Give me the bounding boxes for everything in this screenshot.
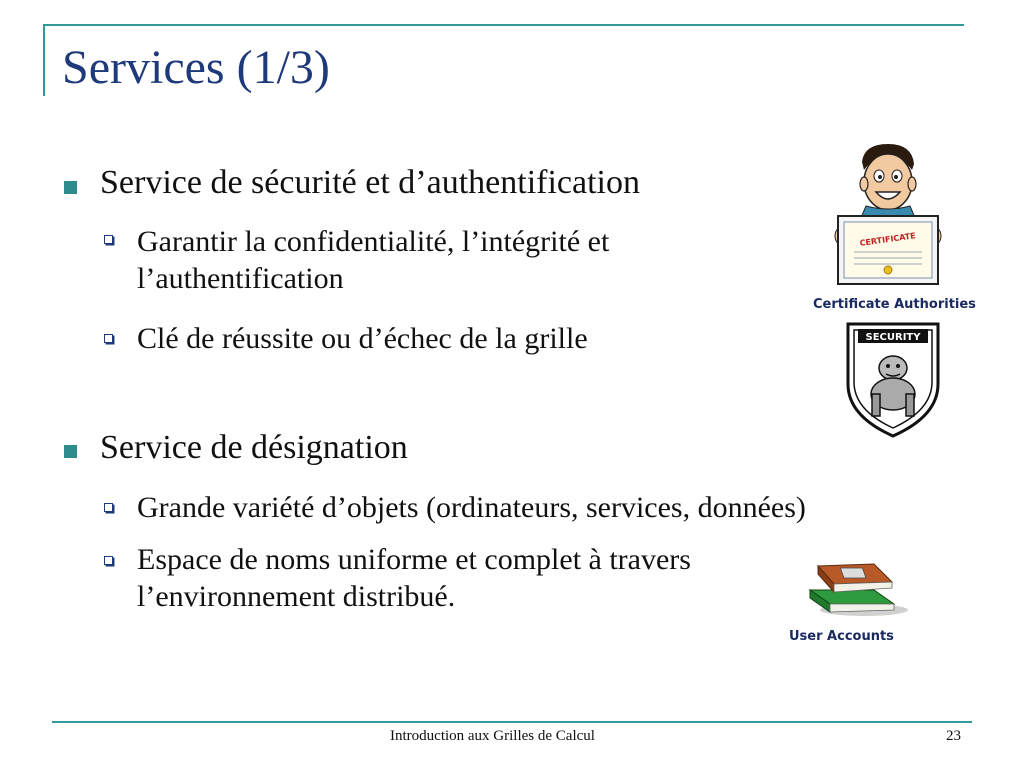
section-heading-security: Service de sécurité et d’authentification [100,164,640,201]
books-icon [804,556,908,620]
slide-title: Services (1/3) [62,41,330,94]
hollow-square-bullet-icon [104,556,113,565]
line: Espace de noms uniforme et complet à travers [137,543,691,576]
certificate-label: CERTIFICATE [859,231,917,248]
bullet-text-confidentiality [137,224,609,297]
line: l’environnement distribué. [137,579,456,613]
badge-label: SECURITY [865,332,921,343]
bullet-text-key-success: Clé de réussite ou d’échec de la grille [137,322,588,355]
line: Garantir la confidentialité, l’intégrité et [137,225,610,258]
hollow-square-bullet-icon [104,503,113,512]
security-badge-icon [842,320,944,440]
certificate-man-illustration [832,140,944,290]
certificate-caption: Certificate Authorities [813,297,976,312]
section-heading-naming: Service de désignation [100,429,408,466]
hollow-square-bullet-icon [104,334,113,343]
bullet-text-objects: Grande variété d’objets (ordinateurs, services, données) [137,491,806,524]
footer-rule [52,721,972,723]
line: l’authentification [137,261,344,295]
footer-title: Introduction aux Grilles de Calcul [390,728,595,744]
books-caption: User Accounts [789,629,894,644]
header-left-rule [43,24,45,96]
square-bullet-icon [64,445,77,458]
hollow-square-bullet-icon [104,235,113,244]
header-rule [43,24,964,26]
bullet-text-namespace [137,542,691,615]
page-number: 23 [946,728,961,744]
square-bullet-icon [64,181,77,194]
